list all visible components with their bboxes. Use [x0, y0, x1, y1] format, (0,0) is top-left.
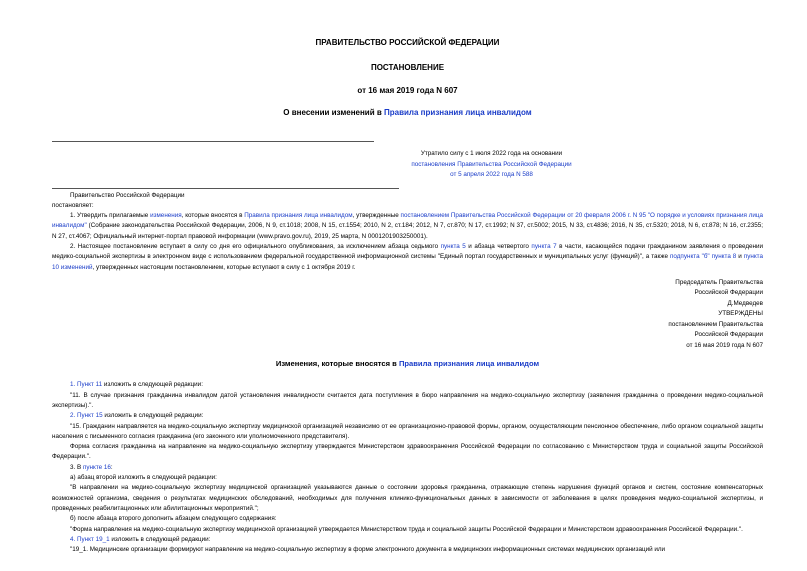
- decree-body: [52, 191, 763, 273]
- text: (Собрание законодательства Российской Федерации, 2006, N 9, ст.1018; 2008, N 15, ст.1554; 2010, N 2, ст.184; 2012, N 7, ст.870; N 17, ст.1992; N 37, ст.5002; 2015, N 33, ст.4836; 2016, N 35, ст.5320; 2018, N 6, ст.878; N 16, ст.2355; N 27, ст.4067; Официальный интернет-портал правовой информации (www.pravo.gov.ru), 2019, 25 марта, N 0001201903250001).: [52, 222, 763, 240]
- signature-block: [52, 278, 763, 352]
- point-5-link[interactable]: пункта 5: [440, 242, 466, 250]
- rules-link-3[interactable]: Правила признания лица инвалидом: [398, 359, 540, 369]
- divider-bottom: [52, 188, 399, 189]
- approved-by: постановлением Правительства: [668, 320, 763, 328]
- text: :: [110, 463, 113, 471]
- change-2-text-1: "15. Гражданин направляется на медико-социальную экспертизу медицинской организацией независимо от ее организационно-правовой формы, органом, осуществляющим пенсионное обеспечение, либо органом социальной защиты населения с письменного согласия гражданина (его законного или уполномоченного представителя).: [52, 422, 763, 440]
- point-15-link[interactable]: 2. Пункт 15: [70, 412, 103, 420]
- repeal-notice-text: Утратило силу с 1 июля 2022 года на основании: [420, 150, 563, 157]
- text: изложить в следующей редакции:: [109, 535, 211, 543]
- approved-country: Российской Федерации: [694, 331, 763, 339]
- change-3b-text: "Форма направления на медико-социальную экспертизу медицинской организацией утверждается Министерством труда и социальной защиты Российской Федерации и Министерством здравоохранения Российской Федерации.".: [70, 525, 743, 533]
- change-2-heading: [52, 411, 763, 421]
- approved-label: УТВЕРЖДЕНЫ: [718, 310, 763, 318]
- point-7-link[interactable]: пункта 7: [531, 242, 557, 250]
- change-4-heading: [52, 535, 763, 545]
- text: , которые вносятся в: [181, 212, 245, 220]
- signature-country: Российской Федерации: [694, 289, 763, 297]
- approved-date: от 16 мая 2019 года N 607: [686, 341, 763, 349]
- change-3b-heading: б) после абзаца второго дополнить абзацем следующего содержания:: [70, 515, 277, 523]
- changes-title-prefix: Изменения, которые вносятся в: [275, 359, 399, 369]
- text: , утвержденные: [352, 212, 401, 220]
- change-4-text: "19_1. Медицинские организации формируют направление на медико-социальную экспертизу в форме электронного документа в медицинских информационных системах медицинских организаций или: [70, 546, 666, 554]
- subpoint-8b-link[interactable]: подпункта "б" пункта 8: [669, 253, 737, 261]
- change-1-text: "11. В случае признания гражданина инвалидом датой установления инвалидности считается дата поступления в бюро направления на медико-социальную экспертизу (заявления гражданина о проведении медико-социальной экспертизы).".: [52, 391, 763, 409]
- change-3-heading: [52, 463, 763, 473]
- preamble-line-1: Правительство Российской Федерации: [70, 191, 185, 199]
- rules-link[interactable]: Правила признания лица инвалидом: [384, 108, 532, 117]
- repeal-notice: [52, 149, 763, 181]
- changes-link-2[interactable]: изменений: [60, 263, 93, 271]
- text: , утвержденных настоящим постановлением, которые вступают в силу с 1 октября 2019 г.: [92, 263, 356, 271]
- point-19-1-link[interactable]: 4. Пункт 19_1: [70, 535, 110, 543]
- point-16-link[interactable]: пункте 16: [82, 463, 111, 471]
- doc-title-prefix: О внесении изменений в: [283, 108, 384, 117]
- change-1-heading: [52, 380, 763, 390]
- text: 1. Утвердить прилагаемые: [70, 212, 151, 220]
- text: 3. В: [70, 463, 83, 471]
- changes-body: [52, 380, 763, 555]
- divider-top: [52, 141, 374, 142]
- point-10-link[interactable]: пункта 10: [52, 253, 763, 271]
- doc-title: [52, 108, 763, 117]
- text: и: [736, 253, 744, 261]
- decree-95-link[interactable]: постановлением Правительства Российской Федерации от 20 февраля 2006 г. N 95 "О порядке и условиях признания лица инвалидом": [52, 212, 763, 230]
- text: изложить в следующей редакции:: [102, 412, 204, 420]
- repeal-decree-link[interactable]: постановления Правительства Российской Федерации: [411, 160, 572, 168]
- paragraph-2: [52, 242, 763, 273]
- signature-name: Д.Медведев: [727, 299, 763, 307]
- change-3a-text: "В направлении на медико-социальную экспертизу медицинской организацией указываются данные о состоянии здоровья гражданина, отражающие степень нарушения функций органов и систем, состояние компенсаторных возможностей организма, сведения о результатах медицинских обследований, необходимых для получения клинико-функциональных данных в зависимости от заболевания в целях проведения медико-социальной экспертизы, и проведенных реабилитационных или абилитационных мероприятий.";: [52, 484, 763, 512]
- paragraph-1: [52, 211, 763, 242]
- rules-link-2[interactable]: Правила признания лица инвалидом: [244, 212, 353, 220]
- signature-position: Председатель Правительства: [675, 278, 763, 286]
- preamble-line-2: постановляет:: [52, 201, 94, 209]
- text: изложить в следующей редакции:: [102, 381, 203, 389]
- doc-date-number: от 16 мая 2019 года N 607: [357, 86, 458, 95]
- point-11-link[interactable]: 1. Пункт 11: [70, 381, 103, 389]
- text: в части, касающейся подачи гражданином заявления о проведении медико-социальной экспертизы в электронном виде с использованием федеральной государственной информационной системы "Единый портал государственных и муниципальных услуг (функций)", а также: [52, 242, 764, 261]
- org-heading: ПРАВИТЕЛЬСТВО РОССИЙСКОЙ ФЕДЕРАЦИИ: [315, 38, 500, 47]
- changes-title: [52, 359, 763, 368]
- change-3a-heading: а) абзац второй изложить в следующей редакции:: [70, 474, 217, 482]
- change-2-text-2: Форма согласия гражданина на направление на медико-социальную экспертизу утверждается Министерством здравоохранения Российской Федерации по согласованию с Министерством труда и социальной защиты Российской Федерации.".: [52, 443, 763, 461]
- changes-link[interactable]: изменения: [150, 212, 182, 220]
- text: и абзаца четвертого: [465, 242, 532, 250]
- doc-type-heading: ПОСТАНОВЛЕНИЕ: [370, 63, 445, 72]
- repeal-decree-date-link[interactable]: от 5 апреля 2022 года N 588: [450, 171, 533, 178]
- text: 2. Настоящее постановление вступает в силу со дня его официального опубликования, за исключением абзаца седьмого: [70, 242, 441, 250]
